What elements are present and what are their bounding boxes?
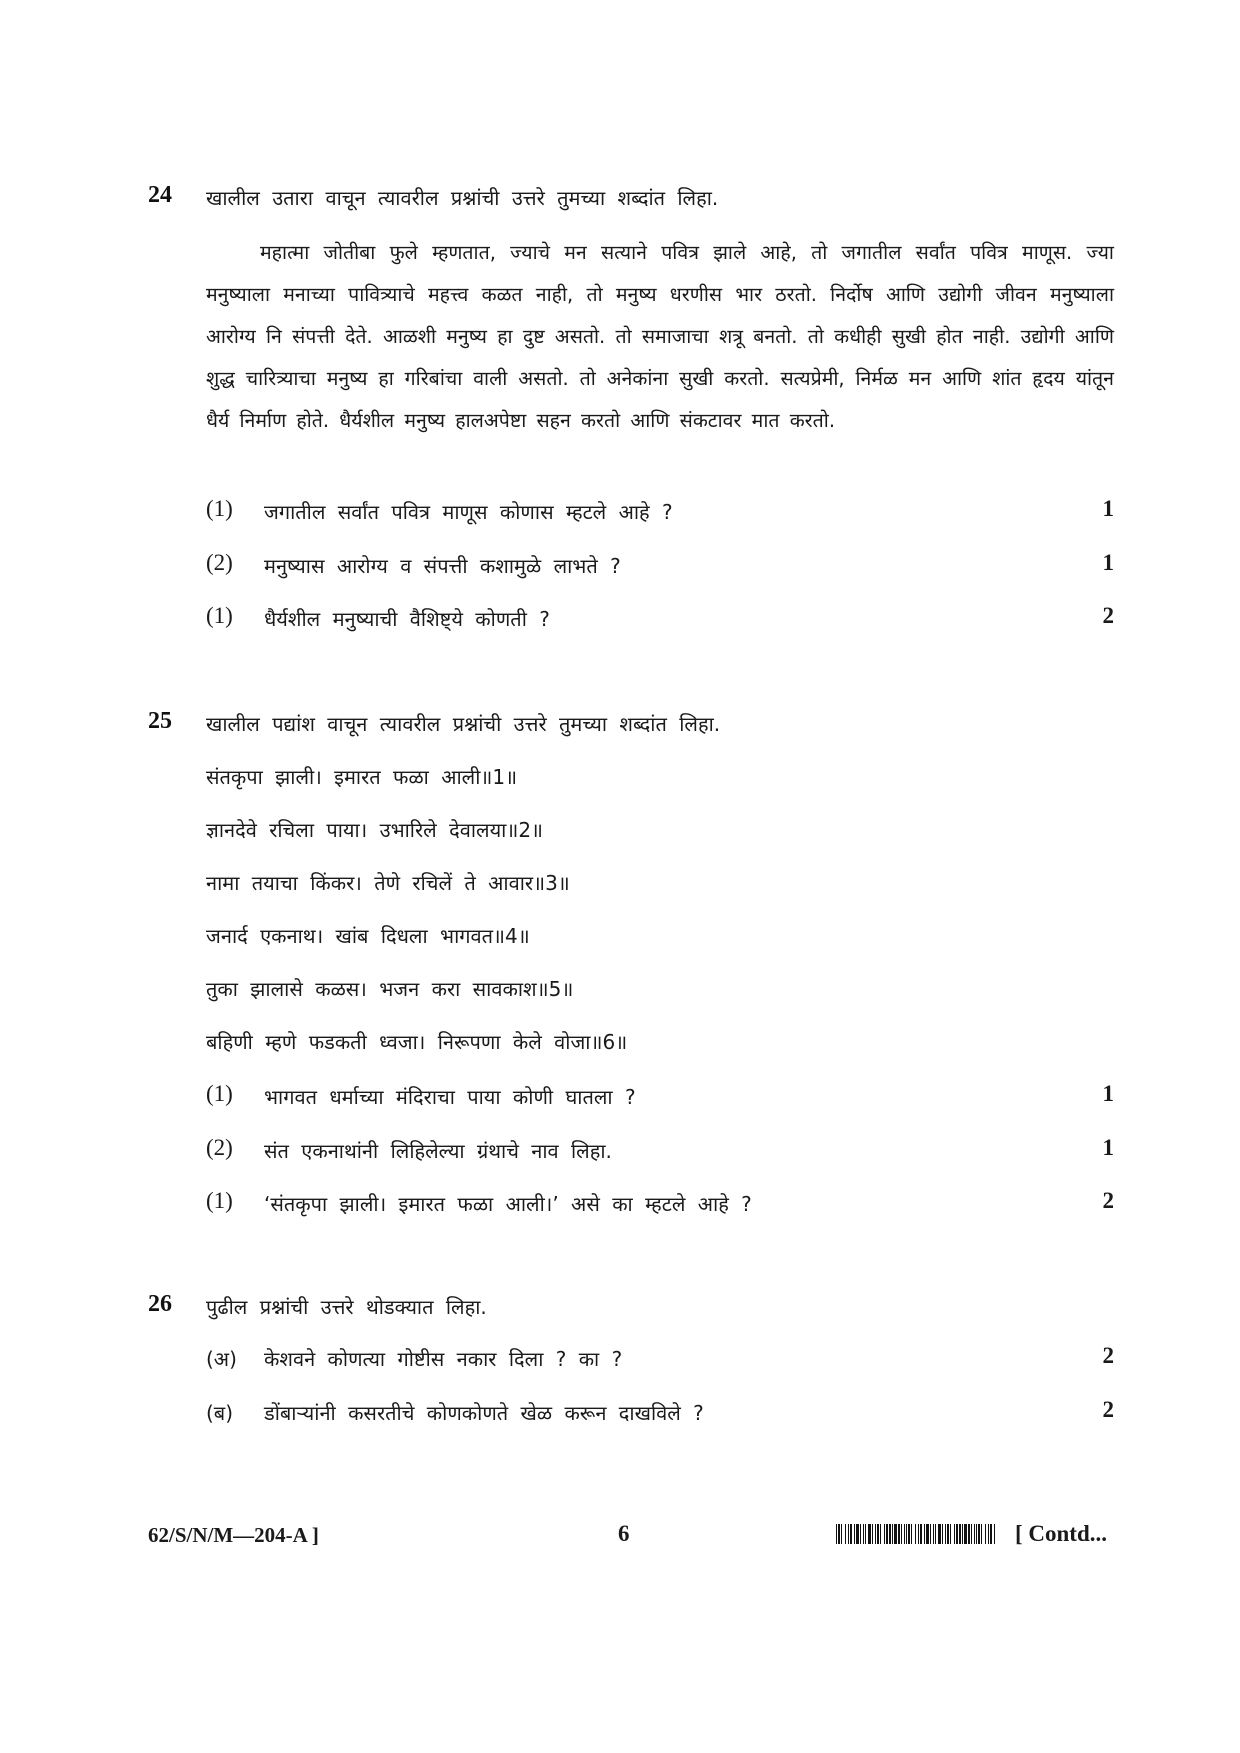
item-label: (अ) [206, 1347, 237, 1371]
item-label: (1) [206, 496, 233, 521]
item-marks: 2 [1102, 603, 1114, 628]
question-26-heading: पुढील प्रश्नांची उत्तरे थोडक्यात लिहा. [206, 1295, 487, 1319]
item-marks: 1 [1102, 1081, 1114, 1106]
question-24-item-1 [206, 496, 1114, 530]
item-text: ‘संतकृपा झाली। इमारत फळा आली।’ असे का म्हटले आहे ? [264, 1192, 752, 1216]
item-marks: 2 [1102, 1343, 1114, 1368]
item-label: (1) [206, 1188, 233, 1213]
question-25-heading: खालील पद्यांश वाचून त्यावरील प्रश्नांची उत्तरे तुमच्या शब्दांत लिहा. [206, 712, 721, 736]
item-label: (2) [206, 550, 233, 575]
question-26-item-a [206, 1343, 1114, 1377]
item-marks: 2 [1102, 1188, 1114, 1213]
verse-line: जनार्द एकनाथ। खांब दिधला भागवत॥4॥ [206, 924, 530, 948]
barcode-icon [836, 1524, 996, 1544]
question-25-item-2 [206, 1135, 1114, 1169]
item-label: (ब) [206, 1401, 234, 1425]
continued-label: [ Contd... [1015, 1521, 1108, 1546]
verse-line: बहिणी म्हणे फडकती ध्वजा। निरूपणा केले वोजा॥6॥ [206, 1030, 628, 1054]
item-text: मनुष्यास आरोग्य व संपत्ती कशामुळे लाभते ? [264, 554, 621, 578]
question-25-item-3 [206, 1188, 1114, 1222]
verse-line: नामा तयाचा किंकर। तेणे रचिलें ते आवार॥3॥ [206, 871, 570, 895]
question-26-item-b [206, 1397, 1114, 1431]
question-24-heading: खालील उतारा वाचून त्यावरील प्रश्नांची उत्तरे तुमच्या शब्दांत लिहा. [206, 186, 719, 210]
item-label: (1) [206, 603, 233, 628]
item-marks: 1 [1102, 496, 1114, 521]
question-24-item-3 [206, 603, 1114, 637]
question-25-item-1 [206, 1081, 1114, 1115]
item-text: भागवत धर्माच्या मंदिराचा पाया कोणी घातला ? [264, 1085, 636, 1109]
verse-line: ज्ञानदेवे रचिला पाया। उभारिले देवालया॥2॥ [206, 818, 544, 842]
question-24-item-2 [206, 550, 1114, 584]
item-label: (2) [206, 1135, 233, 1160]
question-26-number: 26 [148, 1291, 172, 1317]
page-number: 6 [618, 1521, 630, 1546]
question-24-number: 24 [148, 182, 172, 208]
item-text: संत एकनाथांनी लिहिलेल्या ग्रंथाचे नाव लिहा. [264, 1139, 612, 1163]
item-text: केशवने कोणत्या गोष्टीस नकार दिला ? का ? [264, 1347, 623, 1371]
item-marks: 1 [1102, 1135, 1114, 1160]
verse-line: संतकृपा झाली। इमारत फळा आली॥1॥ [206, 765, 518, 789]
item-marks: 1 [1102, 550, 1114, 575]
verse-line: तुका झालासे कळस। भजन करा सावकाश॥5॥ [206, 977, 574, 1001]
question-25-number: 25 [148, 708, 172, 734]
question-24-passage: महात्मा जोतीबा फुले म्हणतात, ज्याचे मन सत्याने पवित्र झाले आहे, तो जगातील सर्वांत पवित्र माणूस. ज्या मनुष्याला मनाच्या पावित्र्याचे महत्त्व कळत नाही, तो मनुष्य धरणीस भार ठरतो. निर्दोष आणि उद्योगी जीवन मनुष्याला आरोग्य नि संपत्ती देते. आळशी मनुष्य हा दुष्ट असतो. तो समाजाचा शत्रू बनतो. तो कधीही सुखी होत नाही. उद्योगी आणि शुद्ध चारित्र्याचा मनुष्य हा गरिबांचा वाली असतो. तो अनेकांना सुखी करतो. सत्यप्रेमी, निर्मळ मन आणि शांत हृदय यांतून धैर्य निर्माण होते. धैर्यशील मनुष्य हालअपेष्टा सहन करतो आणि संकटावर मात करतो. [206, 241, 1114, 432]
item-label: (1) [206, 1081, 233, 1106]
paper-code: 62/S/N/M—204-A ] [148, 1523, 319, 1547]
item-text: जगातील सर्वांत पवित्र माणूस कोणास म्हटले आहे ? [264, 500, 673, 524]
item-text: डोंबाऱ्यांनी कसरतीचे कोणकोणते खेळ करून दाखविले ? [264, 1401, 704, 1425]
item-text: धैर्यशील मनुष्याची वैशिष्ट्ये कोणती ? [264, 607, 550, 631]
item-marks: 2 [1102, 1397, 1114, 1422]
